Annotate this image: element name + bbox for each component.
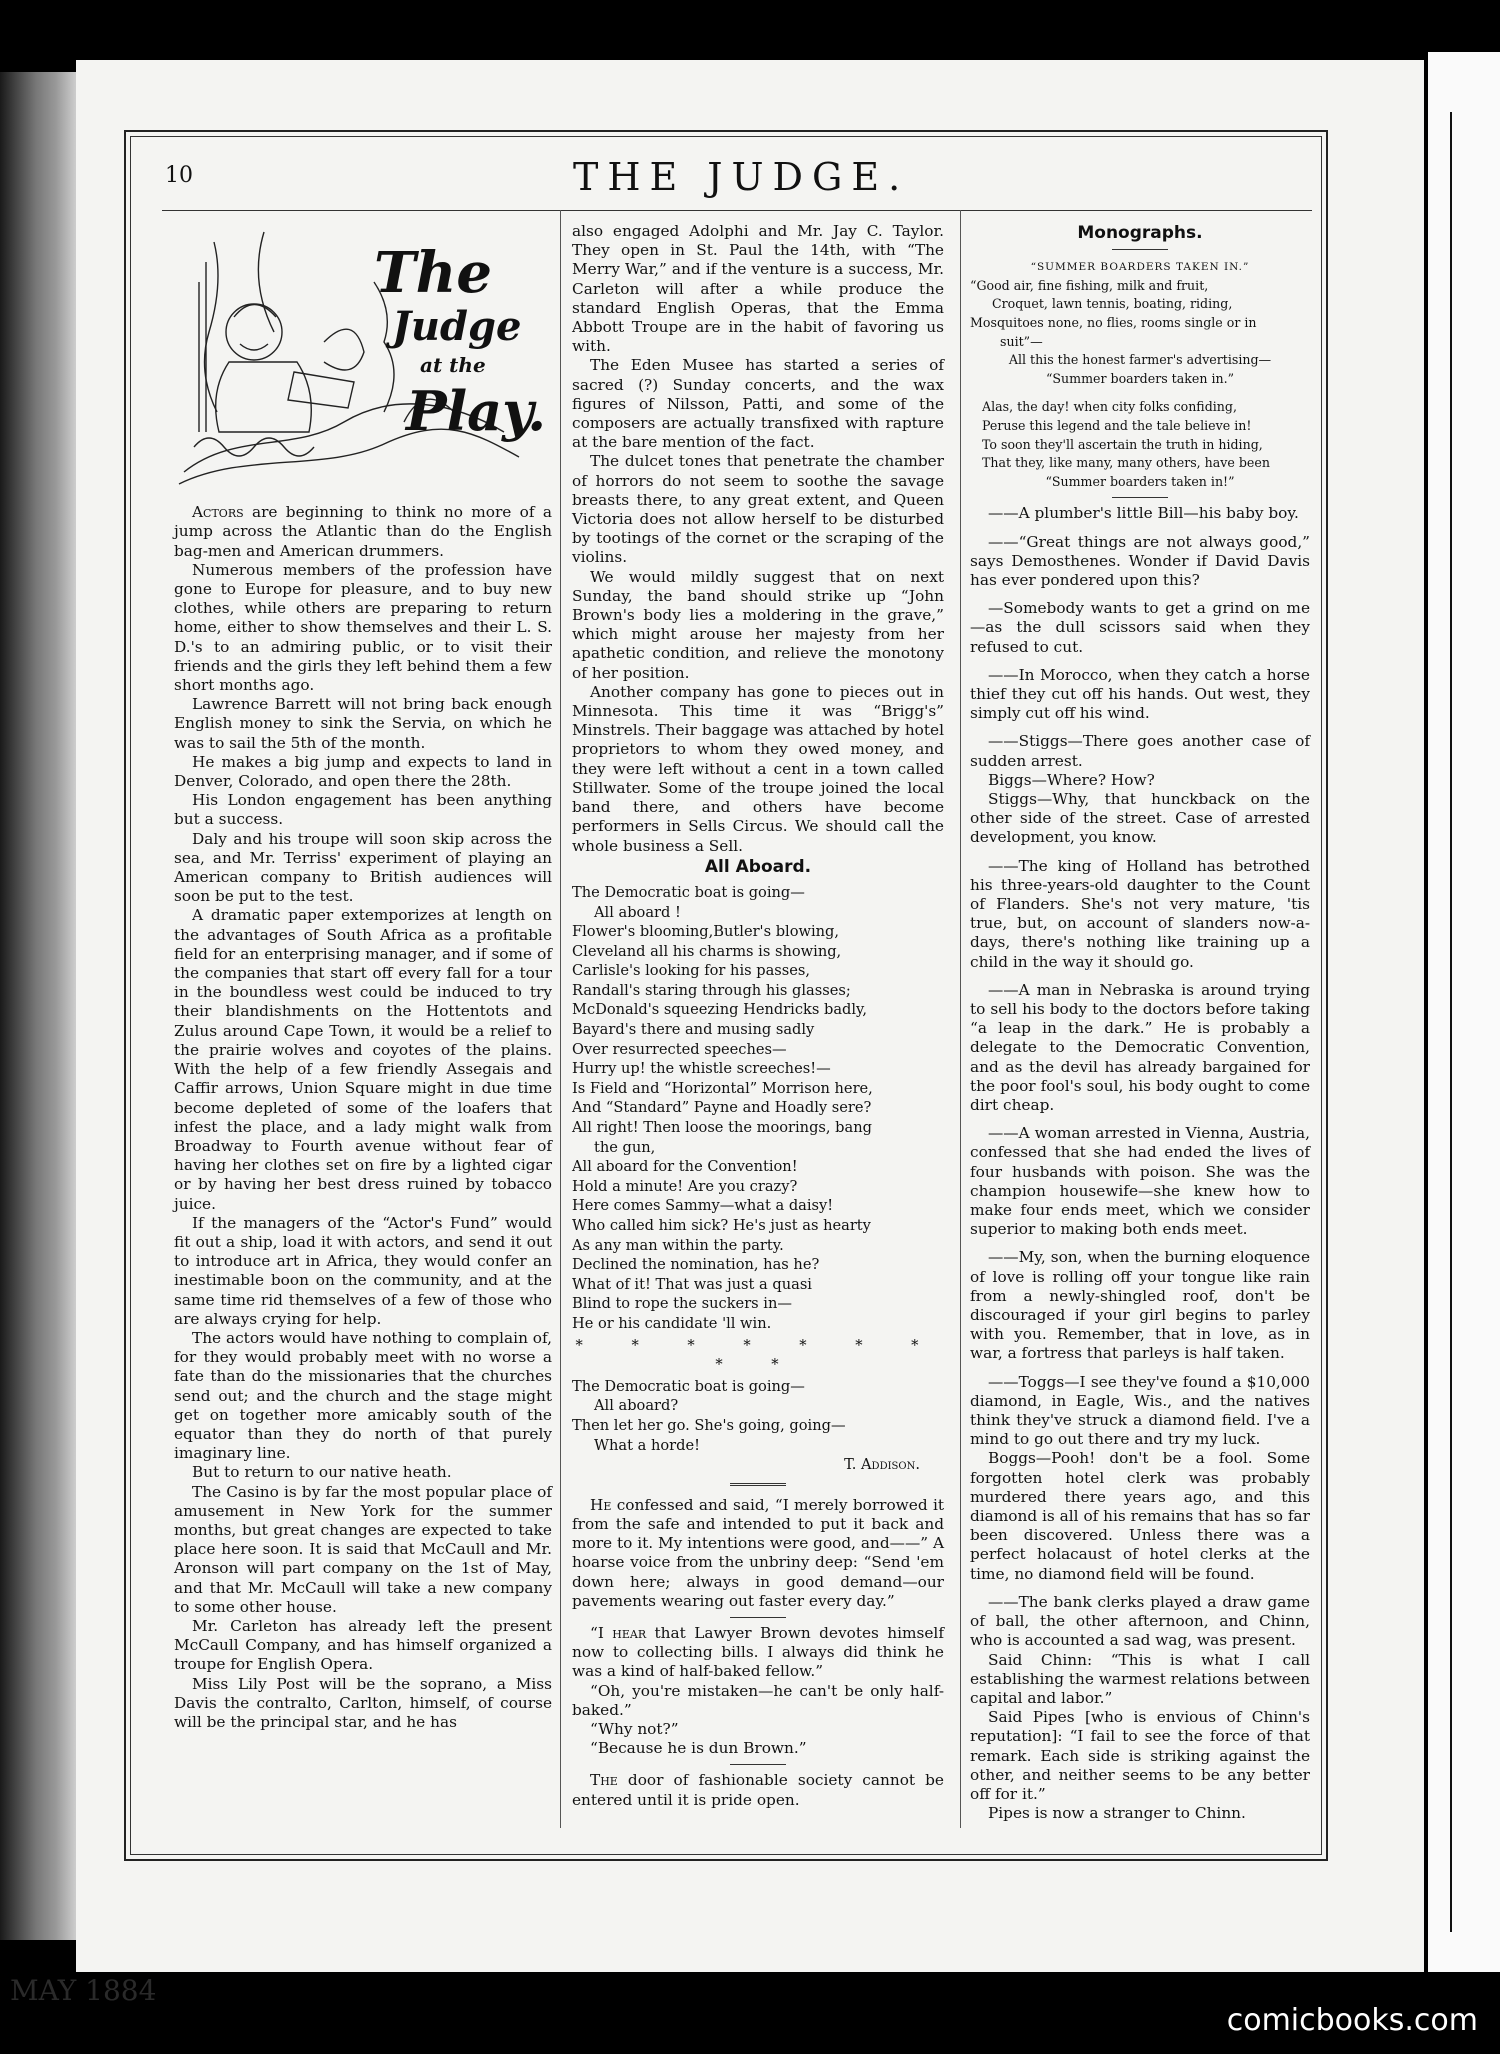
joke-paragraph bbox=[572, 1771, 944, 1809]
joke-text: “Why not?” bbox=[590, 1719, 679, 1738]
monograph-item: —Somebody wants to get a grind on me—as the dull scissors said when they refused to cut. bbox=[970, 599, 1310, 656]
poem-signature: T. Addison. bbox=[844, 1456, 920, 1474]
lead-word: He bbox=[590, 1495, 612, 1514]
verse-line: That they, like many, many others, have been bbox=[982, 455, 1270, 471]
page-number: 10 bbox=[165, 163, 193, 188]
poem-line: Carlisle's looking for his passes, bbox=[572, 962, 811, 980]
monograph-item: Biggs—Where? How? bbox=[988, 770, 1155, 789]
poem-line: McDonald's squeezing Hendricks badly, bbox=[572, 1001, 867, 1019]
column-divider bbox=[960, 210, 961, 1828]
verse-line: Alas, the day! when city folks confiding, bbox=[982, 399, 1237, 415]
poem-line: Hold a minute! Are you crazy? bbox=[572, 1177, 798, 1195]
svg-text:The: The bbox=[374, 240, 493, 306]
poem-line: All aboard? bbox=[594, 1397, 679, 1415]
joke-text: “Oh, you're mistaken—he can't be only half-baked.” bbox=[572, 1681, 944, 1719]
monograph-item: ——The bank clerks played a draw game of ball, the other afternoon, and Chinn, who is accounted a sad wag, was present. bbox=[970, 1592, 1310, 1650]
paragraph: The Eden Musee has started a series of sacred (?) Sunday concerts, and the wax figures of Nilsson, Patti, and some of the composers are actually transfixed with rapture at the bare mention of the fact. bbox=[572, 356, 944, 452]
paragraph: His London engagement has been anything but a success. bbox=[174, 791, 552, 829]
svg-text:at the: at the bbox=[420, 353, 486, 377]
title-rule bbox=[1112, 249, 1168, 250]
verse-line: All this the honest farmer's advertising— bbox=[1008, 352, 1272, 368]
joke-text: “Because he is dun Brown.” bbox=[590, 1739, 807, 1758]
monograph-item: Said Pipes [who is envious of Chinn's reputation]: “I fail to see the force of that remark. Each side is striking against the other, and neither seems to be any better off for it.” bbox=[970, 1708, 1310, 1803]
binding-edge bbox=[0, 72, 80, 1940]
poem-line: What a horde! bbox=[594, 1436, 700, 1454]
joke-paragraph bbox=[572, 1720, 944, 1739]
verse-line: “Good air, fine fishing, milk and fruit, bbox=[970, 277, 1209, 293]
verse-line: “Summer boarders taken in.” bbox=[1045, 370, 1235, 386]
masthead-title: THE JUDGE. bbox=[573, 155, 910, 199]
joke-paragraph bbox=[572, 1496, 944, 1611]
verse-line: Croquet, lawn tennis, boating, riding, bbox=[992, 296, 1233, 312]
poem-line: Cleveland all his charms is showing, bbox=[572, 942, 842, 960]
poem-title: All Aboard. bbox=[704, 856, 812, 877]
monograph-item: ——Stiggs—There goes another case of sudden arrest. bbox=[970, 732, 1310, 770]
verse-line: To soon they'll ascertain the truth in hiding, bbox=[982, 436, 1263, 452]
column-middle bbox=[572, 222, 944, 1810]
section-rule bbox=[730, 1483, 786, 1488]
monograph-item: Boggs—Pooh! don't be a fool. Some forgotten hotel clerk was probably murdered there years ago, and this diamond is all of his remains that has so far been discovered. Unless there was a perfect holacaust of hotel clerks at the time, no diamond field will be found. bbox=[970, 1449, 1310, 1583]
monograph-item: ——The king of Holland has betrothed his three-years-old daughter to the Count of Flanders. She's not very mature, 'tis true, but, on account of slanders now-a-days, there's nothing like training up a child in the way it should go. bbox=[970, 856, 1310, 971]
svg-text:Judge: Judge bbox=[392, 303, 522, 350]
verse-line: Mosquitoes none, no flies, rooms single or in bbox=[970, 314, 1257, 330]
column-monographs bbox=[970, 222, 1310, 1823]
poem-line: What of it! That was just a quasi bbox=[572, 1275, 812, 1293]
poem-line: All right! Then loose the moorings, bang bbox=[572, 1119, 872, 1137]
lead-word: “I hear bbox=[590, 1623, 647, 1642]
poem-line: As any man within the party. bbox=[572, 1236, 784, 1254]
paragraph: Miss Lily Post will be the soprano, a Miss Davis the contralto, Carlton, himself, of course will be the principal star, and he has bbox=[174, 1674, 552, 1731]
monograph-item: ——My, son, when the burning eloquence of love is rolling off your tongue like rain from a newly-shingled roof, don't be discouraged if your girl begins to parley with you. Remember, that in love, as in war, a fortress that parleys is half taken. bbox=[970, 1248, 1310, 1363]
monograph-item: ——“Great things are not always good,” says Demosthenes. Wonder if David Davis has ever pondered upon this? bbox=[970, 532, 1310, 589]
poem-line: Declined the nomination, has he? bbox=[572, 1256, 820, 1274]
monograph-item: ——In Morocco, when they catch a horse thief they cut off his hands. Out west, they simply cut off his wind. bbox=[970, 665, 1310, 723]
verse-title: “SUMMER BOARDERS TAKEN IN.” bbox=[1030, 261, 1250, 274]
lead-word: The bbox=[590, 1771, 618, 1790]
verse-line: “Summer boarders taken in!” bbox=[1045, 473, 1235, 489]
poem-line: Blind to rope the suckers in— bbox=[572, 1295, 792, 1313]
paragraph: The Casino is by far the most popular place of amusement in New York for the summer months, but great changes are expected to take place here soon. It is said that McCaull and Mr. Aronson will part company on the 1st of May, and that Mr. McCaull will take a new company to some other house. bbox=[174, 1482, 552, 1616]
poem-line: Flower's blooming,Butler's blowing, bbox=[572, 923, 840, 941]
header-rule bbox=[162, 210, 1312, 211]
monograph-item: Stiggs—Why, that hunckback on the other side of the street. Case of arrested development, you know. bbox=[970, 789, 1310, 847]
verse-line: suit”— bbox=[1000, 333, 1043, 349]
paragraph: Daly and his troupe will soon skip across the sea, and Mr. Terriss' experiment of playing an American company to British audiences will soon be put to the test. bbox=[174, 829, 552, 906]
monograph-item: Pipes is now a stranger to Chinn. bbox=[988, 1804, 1246, 1823]
paragraph: Another company has gone to pieces out in Minnesota. This time it was “Brigg's” Minstrels. Their baggage was attached by hotel proprietors to whom they owed money, and they were left without a cent in a town called Stillwater. Some of the troupe joined the local band there, and others have become performers in Sells Circus. We should call the whole business a Sell. bbox=[572, 682, 944, 855]
poem-all-aboard bbox=[572, 883, 944, 1334]
poem-line: Who called him sick? He's just as hearty bbox=[572, 1217, 871, 1234]
site-watermark: comicbooks.com bbox=[1226, 2003, 1478, 2038]
joke-text: that Lawyer Brown devotes himself now to collecting bills. I always did think he was a kind of half-baked fellow.” bbox=[572, 1623, 944, 1681]
poem-ending bbox=[572, 1377, 944, 1455]
section-rule bbox=[1112, 497, 1168, 498]
section-rule bbox=[730, 1764, 786, 1765]
joke-paragraph bbox=[572, 1624, 944, 1682]
poem-line: the gun, bbox=[594, 1138, 656, 1156]
joke-paragraph bbox=[572, 1682, 944, 1720]
poem-line: Then let her go. She's going, going— bbox=[572, 1416, 846, 1434]
verse-line: Peruse this legend and the tale believe in! bbox=[982, 417, 1252, 433]
monograph-item: ——A man in Nebraska is around trying to sell his body to the doctors before taking “a leap in the dark.” He is probably a delegate to the Democratic Convention, and as the devil has already bargained for the poor fool's soul, his body ought to come dirt cheap. bbox=[970, 980, 1310, 1115]
joke-text: confessed and said, “I merely borrowed it from the safe and intended to put it back and more to it. My intentions were good, and——” A hoarse voice from the unbriny deep: “Send 'em down here; always in good demand—our pavements wearing out faster every day.” bbox=[572, 1495, 944, 1610]
paragraph: Actors are beginning to think no more of a jump across the Atlantic than do the English bag-men and American drummers. bbox=[174, 503, 552, 560]
column-theatre bbox=[174, 222, 552, 1732]
poem-line: Here comes Sammy—what a daisy! bbox=[572, 1197, 834, 1215]
poem-line: Is Field and “Horizontal” Morrison here, bbox=[572, 1079, 873, 1097]
poem-line: And “Standard” Payne and Hoadly sere? bbox=[572, 1099, 872, 1117]
bound-volume-spine-text: MAY 1884 bbox=[10, 1974, 157, 2007]
paragraph: Mr. Carleton has already left the present McCaull Company, and has himself organized a troupe for English Opera. bbox=[174, 1616, 552, 1674]
paragraph: The dulcet tones that penetrate the chamber of horrors do not seem to soothe the savage breasts there, to any great extent, and Queen Victoria does not allow herself to be disturbed by tootings of the cornet or the scraping of the violins. bbox=[572, 452, 944, 567]
paragraph: A dramatic paper extemporizes at length on the advantages of South Africa as a profitable field for an enterprising manager, and if some of the companies that start off every fall for a tour in the boundless west could be induced to try their blandishments on the Hottentots and Zulus around Cape Town, it would be a relief to the prairie wolves and coyotes of the plains. With the help of a few friendly Assegais and Caffir arrows, Union Square might in due time become depleted of some of the loafers that infest the place, and a lady might walk from Broadway to Fourth avenue without fear of having her clothes set on fire by a lighted cigar or by having her best dress ruined by tobacco juice. bbox=[174, 906, 552, 1213]
poem-line: Randall's staring through his glasses; bbox=[572, 981, 851, 999]
joke-paragraph bbox=[572, 1739, 944, 1758]
poem-line: All aboard for the Convention! bbox=[572, 1158, 798, 1176]
monograph-item: ——A woman arrested in Vienna, Austria, confessed that she had ended the lives of four husbands with poison. She was the champion housewife—she knew how to make four ends meet, which we consider superior to making both ends meet. bbox=[970, 1124, 1310, 1239]
poem-line: Bayard's there and musing sadly bbox=[572, 1021, 815, 1039]
section-rule bbox=[730, 1617, 786, 1618]
poem-line: The Democratic boat is going— bbox=[572, 883, 805, 901]
column-divider bbox=[560, 210, 561, 1828]
poem-line: The Democratic boat is going— bbox=[572, 1377, 805, 1395]
paragraph: also engaged Adolphi and Mr. Jay C. Taylor. They open in St. Paul the 14th, with “The Merry War,” and if the venture is a success, Mr. Carleton will after a while produce the standard English Operas, that the Emma Abbott Troupe are in the habit of favoring us with. bbox=[572, 222, 944, 356]
joke-text: door of fashionable society cannot be entered until it is pride open. bbox=[572, 1771, 944, 1809]
ornament-stars: * * * * * * * * * bbox=[575, 1336, 941, 1374]
paragraph: If the managers of the “Actor's Fund” would fit out a ship, load it with actors, and send it out to introduce art in Africa, they would confer an inestimable boon on the community, and at the same time rid themselves of a few of those who are always crying for help. bbox=[174, 1213, 552, 1328]
paragraph: But to return to our native heath. bbox=[192, 1463, 452, 1482]
monograph-item: ——Toggs—I see they've found a $10,000 diamond, in Eagle, Wis., and the natives think they've struck a diamond field. I've a mind to go out there and try my luck. bbox=[970, 1372, 1310, 1449]
paragraph: He makes a big jump and expects to land in Denver, Colorado, and open there the 28th. bbox=[174, 752, 552, 791]
paragraph: We would mildly suggest that on next Sunday, the band should strike up “John Brown's body lies a moldering in the grave,” which might arouse her majesty from her apathetic condition, and relieve the monotony of her position. bbox=[572, 567, 944, 682]
svg-text:Play.: Play. bbox=[406, 379, 547, 443]
paragraph: Lawrence Barrett will not bring back enough English money to sink the Servia, on which he was to sail the 5th of the month. bbox=[174, 695, 552, 752]
poem-line: Hurry up! the whistle screeches!— bbox=[572, 1060, 831, 1078]
section-title-monographs: Monographs. bbox=[1077, 223, 1203, 243]
poem-line: He or his candidate 'll win. bbox=[572, 1314, 772, 1332]
paragraph: Numerous members of the profession have gone to Europe for pleasure, and to buy new clothes, while others are preparing to return home, either to show themselves and their L. S. D.'s to an admiring public, or to visit their friends and the girls they left behind them a few short months ago. bbox=[174, 560, 552, 695]
monograph-item: Said Chinn: “This is what I call establishing the warmest relations between capital and labor.” bbox=[970, 1650, 1310, 1707]
judge-at-play-illustration bbox=[174, 222, 547, 492]
poem-line: Over resurrected speeches— bbox=[572, 1040, 787, 1058]
next-page-edge bbox=[1428, 52, 1500, 1972]
paragraph: The actors would have nothing to complain of, for they would probably meet with no worse a fate than do the missionaries that the churches send out; and the church and the stage might get on together more amicably south of the equator than they do north of that purely imaginary line. bbox=[174, 1328, 552, 1463]
poem-line: All aboard ! bbox=[594, 903, 681, 921]
monograph-item: ——A plumber's little Bill—his baby boy. bbox=[988, 504, 1299, 523]
